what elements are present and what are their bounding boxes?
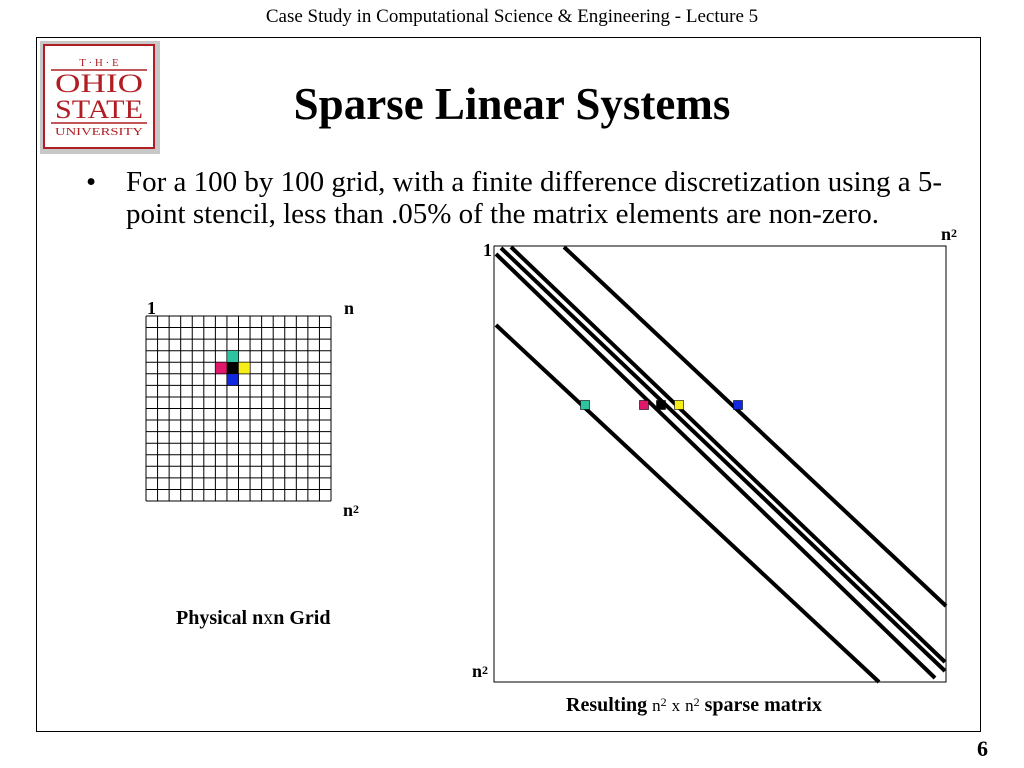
stencil-cell-center [227, 362, 239, 374]
matrix-caption: Resulting $n^2$ x $n^2$ sparse matrix [566, 694, 822, 716]
physical-grid [145, 315, 335, 505]
matrix-marker-east [675, 401, 684, 410]
bullet-marker: • [86, 166, 97, 198]
band-far-upper [564, 247, 946, 606]
band-upper [511, 247, 945, 662]
stencil-cell-north [227, 351, 239, 363]
grid-label-n2: $n^2$ [343, 500, 360, 520]
matrix-marker-center [657, 401, 666, 410]
logo-the: T · H · E [79, 57, 119, 69]
bullet-text: For a 100 by 100 grid, with a finite difference discretization using a 5-point stencil, less than .05% of the matrix elements are non-zero. [126, 166, 943, 230]
band-far-lower [496, 325, 879, 682]
stencil-cell-east [239, 362, 251, 374]
band-main [501, 248, 945, 671]
stencil-cell-west [215, 362, 227, 374]
matrix-label-n2-left: $n^2$ [472, 661, 489, 681]
stencil-cell-south [227, 374, 239, 386]
logo-university: UNIVERSITY [55, 127, 143, 138]
slide-title: Sparse Linear Systems [293, 79, 731, 129]
matrix-marker-west [640, 401, 649, 410]
logo-ohio: OHIO [55, 69, 143, 98]
grid-label-n: n [344, 298, 355, 318]
matrix-label-1: 1 [483, 240, 492, 260]
logo-state: STATE [55, 95, 143, 124]
lecture-header: Case Study in Computational Science & Engineering - Lecture 5 [265, 6, 759, 27]
grid-caption: Physical nxn Grid [176, 607, 331, 629]
sparse-matrix [478, 240, 958, 690]
matrix-border [494, 246, 946, 682]
matrix-label-n2-top: $n^2$ [941, 224, 958, 244]
page-number: 6 [977, 736, 988, 761]
grid-label-1: 1 [147, 298, 156, 318]
matrix-marker-south [734, 401, 743, 410]
matrix-marker-north [581, 401, 590, 410]
band-lower [496, 254, 935, 678]
